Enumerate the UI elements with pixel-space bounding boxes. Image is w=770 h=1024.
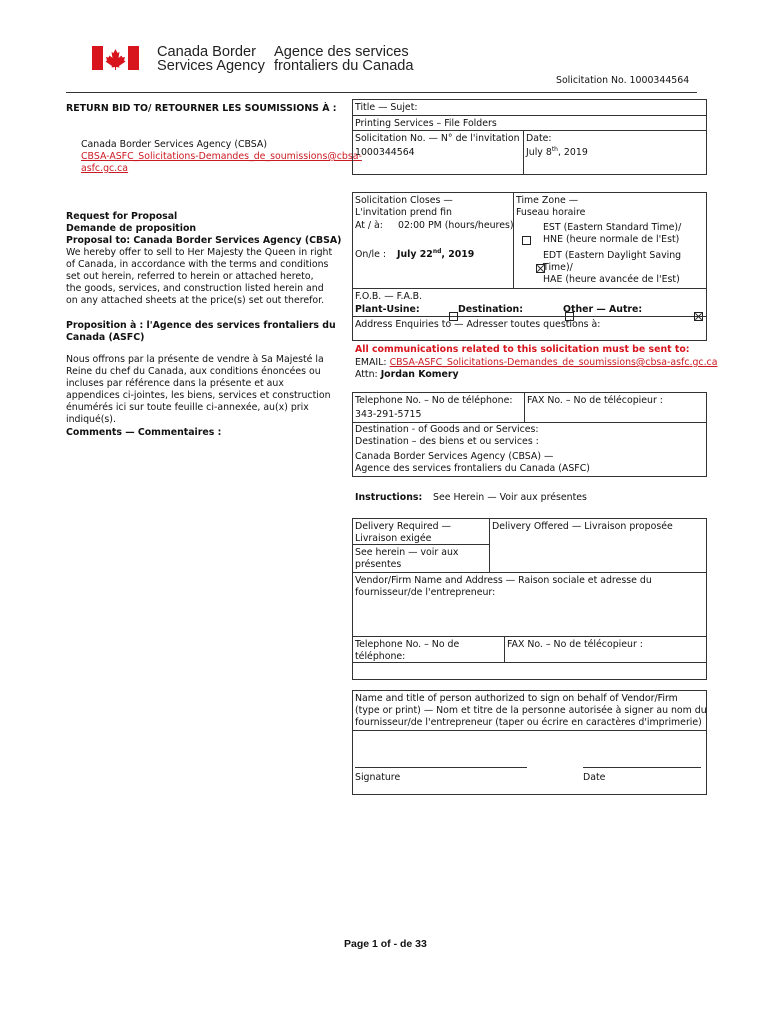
vendor-tel-fax-divider: [504, 636, 505, 662]
date-divider: [523, 130, 524, 175]
attn-label: Attn:: [355, 369, 378, 380]
authorized-person-line1: Name and title of person authorized to sign on behalf of Vendor/Firm: [355, 693, 678, 704]
offer-fr-line: Nous offrons par la présente de vendre à Sa Majesté la: [66, 354, 324, 365]
timezone-label: [516, 195, 585, 219]
solicitation-no-value: 1000344564: [355, 147, 415, 158]
at-label: At / à:: [355, 220, 383, 231]
return-email-line2[interactable]: asfc.gc.ca: [81, 163, 129, 174]
destination-label-fr: Destination – des biens et ou services :: [355, 436, 539, 447]
authorized-person-label: [355, 693, 707, 729]
vendor-name-line2: fournisseur/de l'entrepreneur:: [355, 587, 496, 598]
other-label: Other — Autre:: [563, 304, 643, 315]
email-label: EMAIL:: [355, 357, 387, 368]
date-value: [526, 147, 588, 159]
closes-label-fr: L'invitation prend fin: [355, 207, 452, 218]
offer-fr-line: appendices ci-jointes, les biens, services et construction: [66, 390, 331, 401]
destination-value-en: Canada Border Services Agency (CBSA) —: [355, 451, 554, 462]
authorized-person-line3: fournisseur/de l'entrepreneur (taper ou écrire en caractères d'imprimerie): [355, 717, 702, 728]
delivery-offered-label: Delivery Offered — Livraison proposée: [492, 521, 673, 532]
agency-en-line2: Services Agency: [157, 58, 265, 74]
date-sign-label: Date: [583, 772, 606, 783]
delivery-required-fr: Livraison exigée: [355, 533, 432, 544]
agency-fr-line2: frontaliers du Canada: [274, 58, 414, 74]
rfp-heading-fr: Demande de proposition: [66, 223, 197, 234]
on-value: [397, 249, 474, 261]
date-value-year: , 2019: [557, 147, 588, 158]
offer-en-line: the goods, services, and construction listed herein and: [66, 283, 324, 294]
edt-option: [543, 250, 681, 286]
destination-divider: [352, 422, 707, 423]
signature-label: Signature: [355, 772, 401, 783]
instructions-label: Instructions:: [355, 492, 423, 503]
agency-en-line1: Canada Border: [157, 44, 256, 60]
solicitation-number-header: Solicitation No. 1000344564: [556, 75, 690, 86]
offer-fr-line: Reine du chef du Canada, aux conditions énoncées ou: [66, 366, 321, 377]
offer-en-line: set out herein, referred to herein or attached hereto,: [66, 271, 314, 282]
header-divider: [66, 92, 697, 93]
proposition-fr-line2: Canada (ASFC): [66, 332, 145, 343]
title-label: Title — Sujet:: [355, 102, 418, 113]
offer-fr-line: énumérés ici sur toute feuille ci-annexée, au(x) prix: [66, 402, 309, 413]
signature-line[interactable]: [355, 767, 527, 768]
attn-line: [355, 369, 459, 381]
proposition-fr-line1: Proposition à : l'Agence des services frontaliers du: [66, 320, 336, 331]
canada-flag-icon: [92, 46, 139, 70]
title-divider: [352, 115, 707, 116]
agency-name-fr: [274, 45, 414, 73]
agency-name-en: [157, 45, 265, 73]
date-line[interactable]: [583, 767, 701, 768]
timezone-label-en: Time Zone —: [516, 195, 579, 206]
plant-usine-label: Plant-Usine:: [355, 304, 420, 315]
agency-fr-line1: Agence des services: [274, 44, 409, 60]
page-number: Page 1 of - de 33: [344, 938, 427, 950]
delivery-required-value-line2: présentes: [355, 559, 402, 570]
destination-block: [355, 424, 590, 475]
rfp-heading-en: Request for Proposal: [66, 211, 178, 222]
vendor-fax-label: FAX No. – No de télécopieur :: [507, 639, 643, 650]
est-checkbox[interactable]: [522, 236, 531, 245]
delivery-required-value: [355, 547, 458, 571]
offer-fr-line: indiqué(s).: [66, 414, 116, 425]
return-email-line1[interactable]: CBSA-ASFC_Solicitations-Demandes_de_soumissions@cbsa-: [81, 151, 362, 162]
on-label: On/le :: [355, 249, 386, 260]
fob-label: F.O.B. — F.A.B.: [355, 291, 423, 302]
fax-label: FAX No. – No de télécopieur :: [527, 395, 663, 406]
delivery-divider: [489, 518, 490, 572]
est-line2: HNE (heure normale de l'Est): [543, 234, 680, 245]
on-value-main: July 22: [397, 249, 433, 260]
authorized-person-line2: (type or print) — Nom et titre de la personne autorisée à signer au nom du: [355, 705, 707, 716]
est-line1: EST (Eastern Standard Time)/: [543, 222, 682, 233]
date-label: Date:: [526, 133, 552, 144]
timezone-label-fr: Fuseau horaire: [516, 207, 586, 218]
timezone-divider: [513, 192, 514, 288]
tel-value: 343-291-5715: [355, 409, 422, 420]
edt-line2: Time)/: [543, 262, 573, 273]
delivery-required-label: [355, 521, 451, 545]
offer-text-fr: [66, 354, 331, 426]
tel-fax-divider: [524, 392, 525, 422]
destination-value-fr: Agence des services frontaliers du Canada (ASFC): [355, 463, 590, 474]
fob-divider: [352, 288, 707, 289]
instructions-value: See Herein — Voir aux présentes: [433, 492, 587, 503]
delivery-required-en: Delivery Required —: [355, 521, 451, 532]
return-bid-heading: RETURN BID TO/ RETOURNER LES SOUMISSIONS À :: [66, 103, 337, 114]
title-value: Printing Services – File Folders: [355, 118, 497, 129]
comments-label: Comments — Commentaires :: [66, 427, 222, 438]
vendor-divider: [352, 572, 707, 573]
vendor-name-field[interactable]: [354, 600, 705, 634]
closes-label-en: Solicitation Closes —: [355, 195, 453, 206]
date-value-sup: th: [551, 145, 558, 153]
date-value-main: July 8: [526, 147, 552, 158]
attn-value: Jordan Komery: [380, 369, 459, 380]
signature-divider: [352, 730, 707, 731]
vendor-tel-divider: [352, 636, 707, 637]
other-checkbox[interactable]: [694, 312, 703, 321]
vendor-tel-line1: Telephone No. – No de: [355, 639, 460, 650]
delivery-required-value-line1: See herein — voir aux: [355, 547, 459, 558]
title-divider: [352, 130, 707, 131]
closes-label: [355, 195, 453, 219]
offer-en-line: on any attached sheets at the price(s) set out therefor.: [66, 295, 325, 306]
vendor-tel-line2: téléphone:: [355, 651, 406, 662]
on-value-year: , 2019: [441, 249, 475, 260]
at-value: 02:00 PM (hours/heures): [398, 220, 514, 231]
edt-line3: HAE (heure avancée de l'Est): [543, 274, 680, 285]
address-divider: [352, 316, 707, 317]
proposal-to: Proposal to: Canada Border Services Agency (CBSA): [66, 235, 342, 246]
contact-email: [355, 357, 717, 369]
vendor-tel-label: [355, 639, 459, 663]
tel-label: Telephone No. – No de téléphone:: [355, 395, 513, 406]
on-value-sup: nd: [432, 247, 442, 255]
all-communications-note: All communications related to this solicitation must be sent to:: [355, 344, 690, 355]
address-enquiries: Address Enquiries to — Adresser toutes questions à:: [355, 319, 601, 330]
vendor-name-line1: Vendor/Firm Name and Address — Raison sociale et adresse du: [355, 575, 652, 586]
offer-text-en: [66, 247, 332, 307]
offer-fr-line: incluses par référence dans la présente et aux: [66, 378, 284, 389]
email-link[interactable]: CBSA-ASFC_Solicitations-Demandes_de_soumissions@cbsa-asfc.gc.ca: [389, 357, 718, 368]
return-agency-name: Canada Border Services Agency (CBSA): [81, 139, 267, 150]
proposition-fr: [66, 320, 336, 344]
edt-line1: EDT (Eastern Daylight Saving: [543, 250, 682, 261]
offer-en-line: of Canada, in accordance with the terms and conditions: [66, 259, 329, 270]
destination-label: Destination:: [458, 304, 523, 315]
solicitation-no-label: Solicitation No. — N° de l'invitation: [355, 133, 520, 144]
offer-en-line: We hereby offer to sell to Her Majesty the Queen in right: [66, 247, 333, 258]
vendor-name-label: [355, 575, 652, 599]
destination-label-en: Destination - of Goods and or Services:: [355, 424, 539, 435]
est-option: [543, 222, 681, 246]
